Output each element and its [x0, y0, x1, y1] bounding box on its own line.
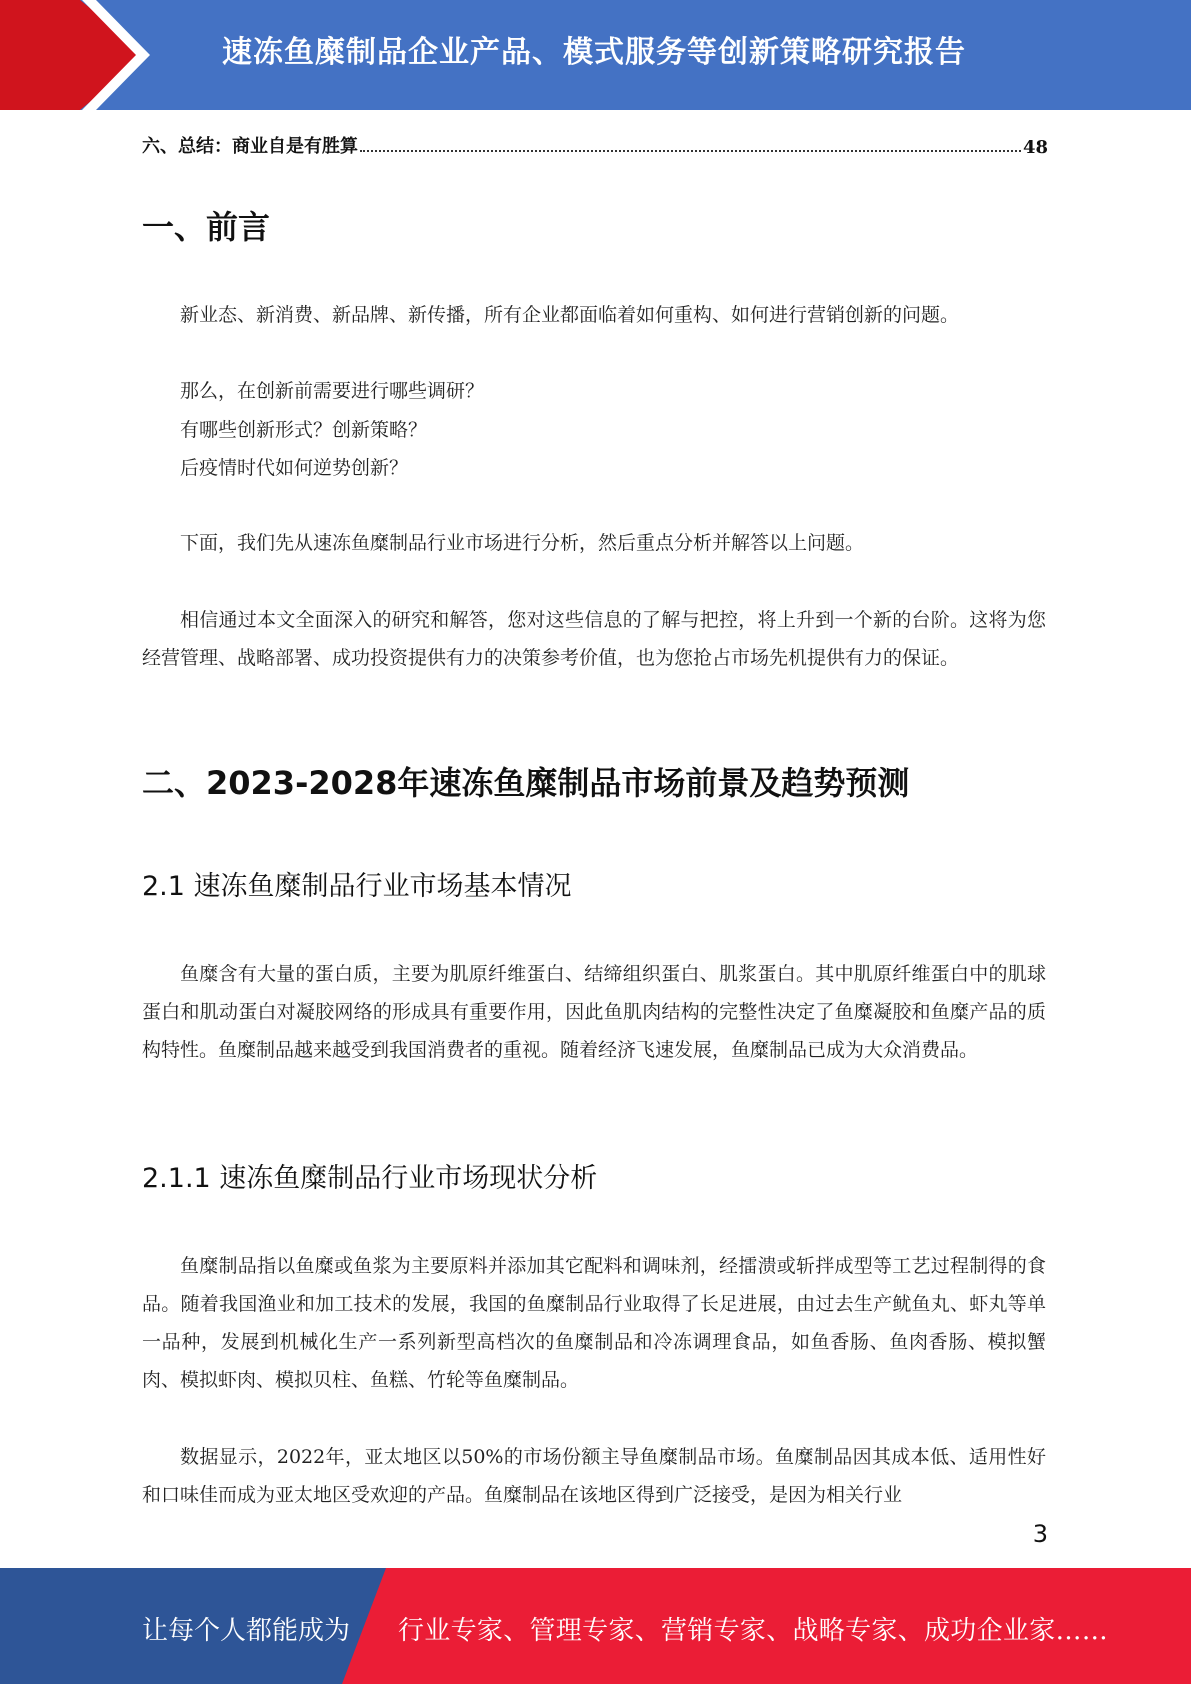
intro-paragraph-3: 相信通过本文全面深入的研究和解答，您对这些信息的了解与把控，将上升到一个新的台阶。这将为您经营管理、战略部署、成功投资提供有力的决策参考价值，也为您抢占市场先机提供有力的保证。: [142, 609, 1046, 669]
heading-forecast: 二、2023-2028年速冻鱼糜制品市场前景及趋势预测: [142, 764, 910, 802]
page-header: [0, 0, 1191, 110]
intro-question: 后疫情时代如何逆势创新？: [180, 457, 409, 479]
subheading-2-1: 2.1 速冻鱼糜制品行业市场基本情况: [142, 871, 572, 902]
heading-intro: 一、前言: [142, 208, 271, 246]
subheading-2-1-1: 2.1.1 速冻鱼糜制品行业市场现状分析: [142, 1163, 598, 1194]
paragraph-2-1-1b: 数据显示，2022年，亚太地区以50%的市场份额主导鱼糜制品市场。鱼糜制品因其成本低、适用性好和口味佳而成为亚太地区受欢迎的产品。鱼糜制品在该地区得到广泛接受，是因为相关行业: [142, 1446, 1046, 1506]
footer-slogan-right: 行业专家、管理专家、营销专家、战略专家、成功企业家……: [398, 1616, 1109, 1646]
toc-entry-page: 48: [1022, 137, 1048, 158]
paragraph-2-1: 鱼糜含有大量的蛋白质，主要为肌原纤维蛋白、结缔组织蛋白、肌浆蛋白。其中肌原纤维蛋白中的肌球蛋白和肌动蛋白对凝胶网络的形成具有重要作用，因此鱼肌肉结构的完整性决定了鱼糜凝胶和鱼糜产品的质构特性。鱼糜制品越来越受到我国消费者的重视。随着经济飞速发展，鱼糜制品已成为大众消费品。: [142, 963, 1046, 1061]
footer-slogan-left: 让每个人都能成为: [142, 1616, 351, 1646]
header-title: 速冻鱼糜制品企业产品、模式服务等创新策略研究报告: [222, 35, 966, 70]
intro-question-list: [142, 372, 1046, 488]
page-number: 3: [1032, 1520, 1048, 1548]
intro-paragraph-1: 新业态、新消费、新品牌、新传播，所有企业都面临着如何重构、如何进行营销创新的问题。: [180, 304, 960, 326]
toc-leader-dots: [360, 149, 1021, 152]
header-red-arrow: [0, 0, 150, 110]
page-footer: [0, 1568, 1191, 1684]
intro-question: 那么，在创新前需要进行哪些调研？: [180, 380, 485, 402]
intro-question: 有哪些创新形式？创新策略？: [180, 418, 428, 441]
toc-entry-label: 六、总结：商业自是有胜算: [142, 136, 358, 157]
intro-paragraph-2: 下面，我们先从速冻鱼糜制品行业市场进行分析，然后重点分析并解答以上问题。: [180, 532, 865, 554]
paragraph-2-1-1a: 鱼糜制品指以鱼糜或鱼浆为主要原料并添加其它配料和调味剂，经擂溃或斩拌成型等工艺过程制得的食品。随着我国渔业和加工技术的发展，我国的鱼糜制品行业取得了长足进展，由过去生产鱿鱼丸、虾丸等单一品种，发展到机械化生产一系列新型高档次的鱼糜制品和冷冻调理食品，如鱼香肠、鱼肉香肠、模拟蟹肉、模拟虾肉、模拟贝柱、鱼糕、竹轮等鱼糜制品。: [142, 1255, 1046, 1391]
toc-entry[interactable]: [142, 130, 1048, 158]
